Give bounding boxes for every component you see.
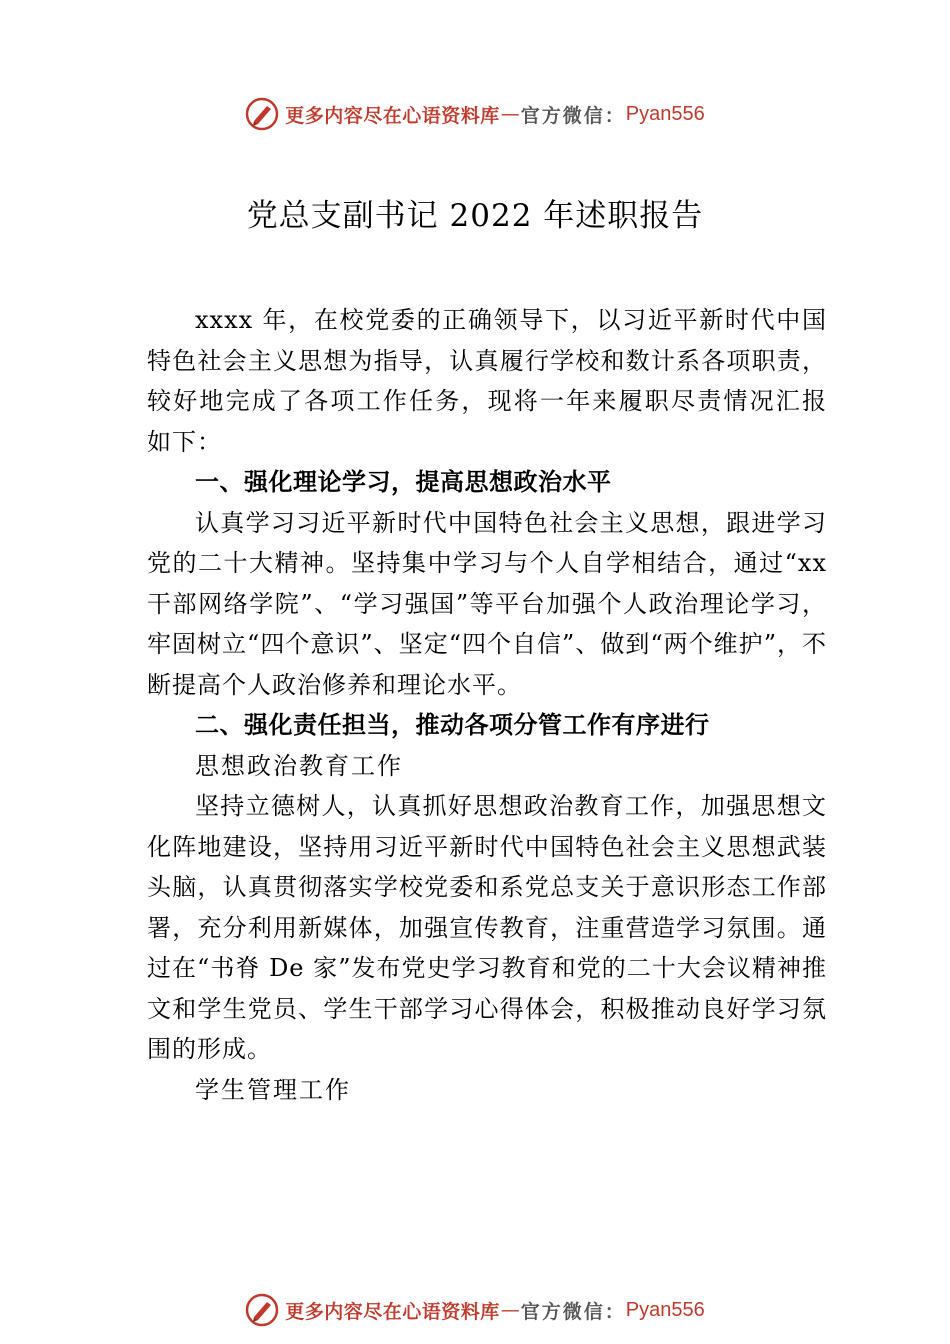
watermark-wechat-id: Pyan556 (625, 1298, 705, 1321)
brand-logo-icon (245, 1293, 279, 1327)
subsection-ideology-heading: 思想政治教育工作 (195, 751, 403, 780)
brand-logo-icon (245, 97, 279, 131)
section-1-paragraph: 认真学习习近平新时代中国特色社会主义思想，跟进学习党的二十大精神。坚持集中学习与个人自学相结合，通过“xx 干部网络学院”、“学习强国”等平台加强个人政治理论学习，牢固树立“四个意识”、坚定“四个自信”、做到“两个维护”，不断提高个人政治修养和理论水平。 (147, 508, 827, 699)
watermark-dash: — (500, 103, 520, 125)
subsection-ideology-paragraph: 坚持立德树人，认真抓好思想政治教育工作，加强思想文化阵地建设，坚持用习近平新时代中国特色社会主义思想武装头脑，认真贯彻落实学校党委和系党总支关于意识形态工作部署，充分利用新媒体，加强宣传教育，注重营造学习氛围。通过在“书脊 De 家”发布党史学习教育和党的二十大会议精神推文和学生党员、学生干部学习心得体会，积极推动良好学习氛围的形成。 (147, 792, 827, 1063)
subsection-student-heading: 学生管理工作 (195, 1075, 351, 1104)
document-title: 党总支副书记 2022 年述职报告 (246, 198, 704, 234)
document-body (147, 300, 827, 1110)
watermark-brand: 更多内容尽在心语资料库 (285, 104, 500, 127)
watermark-brand: 更多内容尽在心语资料库 (285, 1300, 500, 1323)
watermark-label: 官方微信： (520, 104, 626, 127)
intro-paragraph: xxxx 年，在校党委的正确领导下，以习近平新时代中国特色社会主义思想为指导，认真履行学校和数计系各项职责， 较好地完成了各项工作任务，现将一年来履职尽责情况汇报 如下： (147, 306, 827, 456)
section-1-heading: 一、强化理论学习，提高思想政治水平 (195, 468, 612, 496)
watermark-banner-bottom (0, 1288, 950, 1332)
watermark-banner-top (0, 92, 950, 136)
watermark-dash: — (500, 1299, 520, 1321)
section-2-heading: 二、强化责任担当，推动各项分管工作有序进行 (195, 711, 710, 739)
watermark-wechat-id: Pyan556 (625, 102, 705, 125)
watermark-label: 官方微信： (520, 1300, 626, 1323)
